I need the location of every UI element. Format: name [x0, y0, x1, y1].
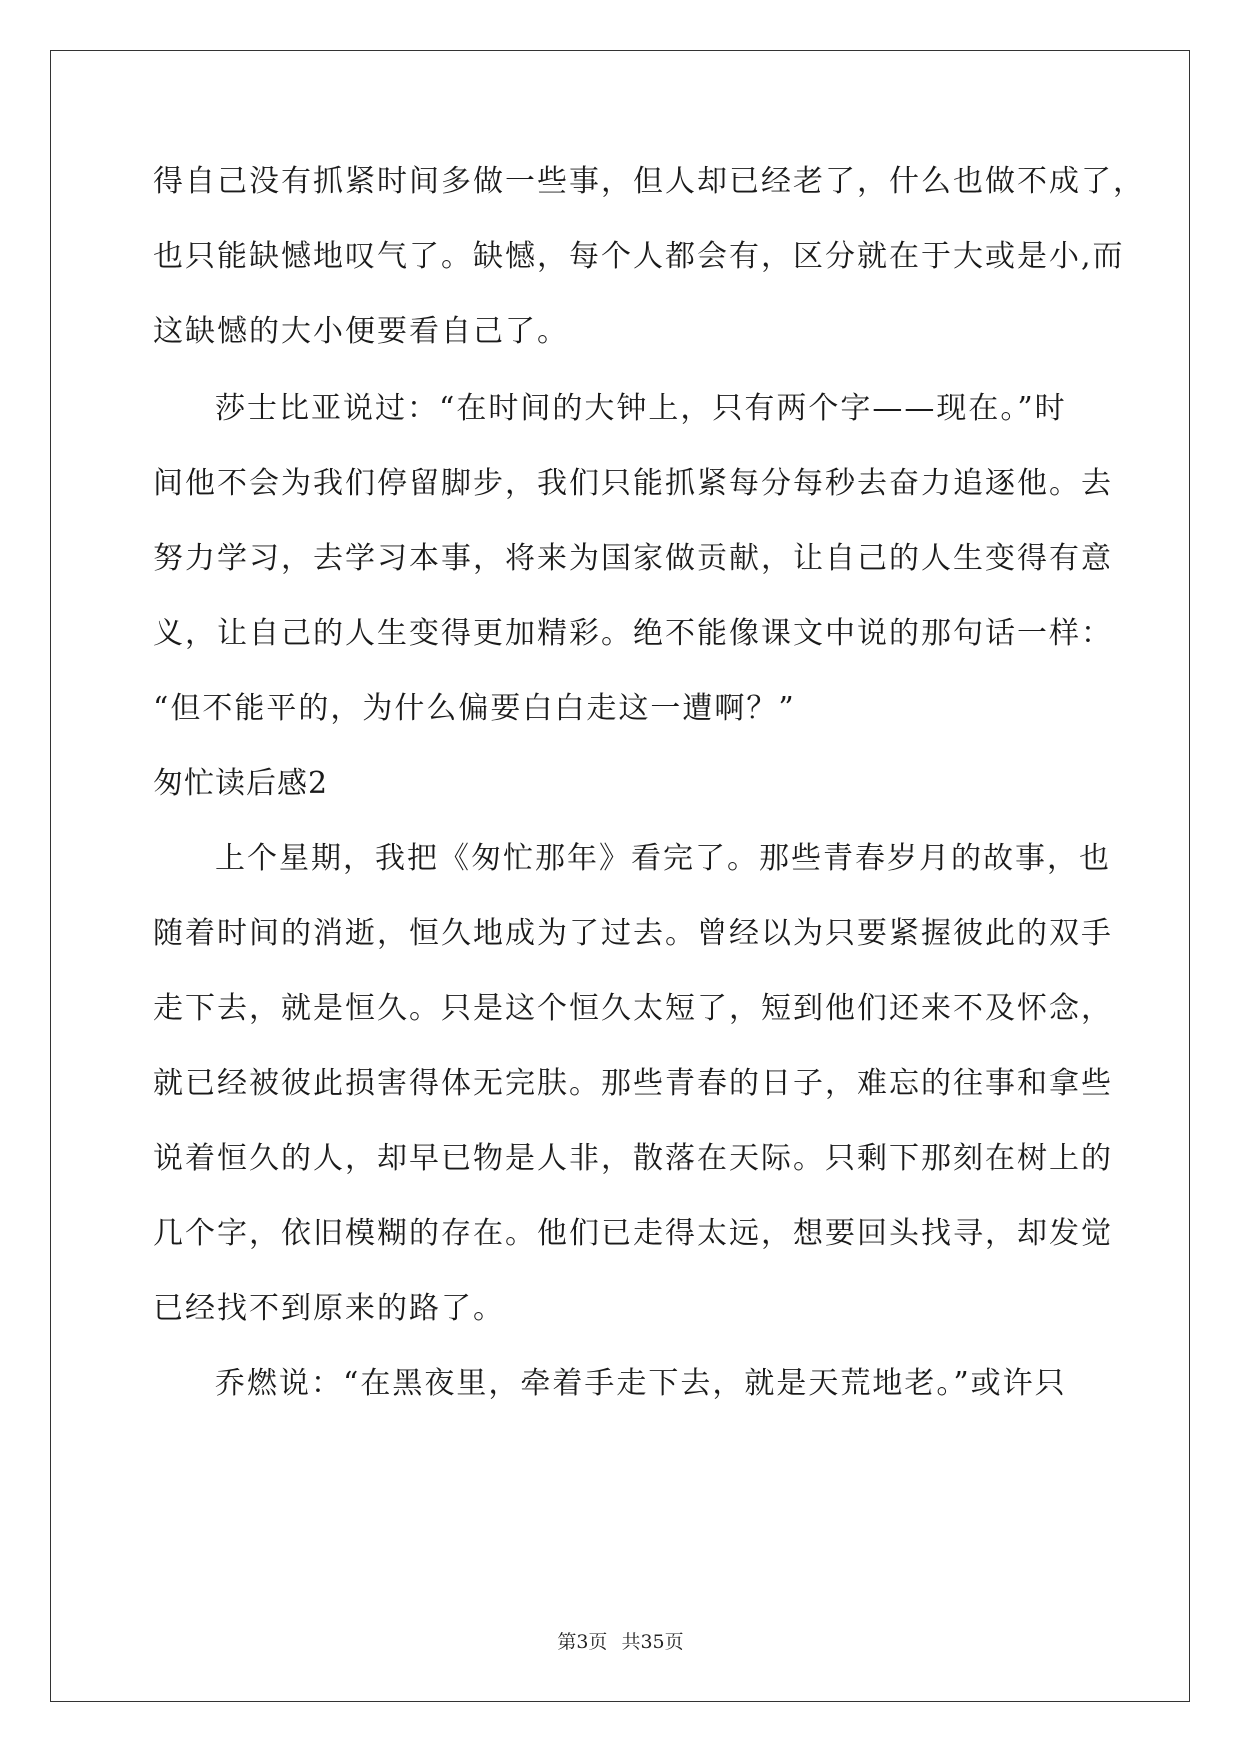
paragraph-line: 努力学习，去学习本事，将来为国家做贡献，让自己的人生变得有意: [153, 541, 1113, 576]
paragraph-line: 间他不会为我们停留脚步，我们只能抓紧每分每秒去奋力追逐他。去: [153, 466, 1113, 501]
page-number: 第3页: [557, 1631, 608, 1653]
paragraph-line: 随着时间的消逝，恒久地成为了过去。曾经以为只要紧握彼此的双手: [153, 916, 1113, 951]
paragraph-line: 走下去，就是恒久。只是这个恒久太短了，短到他们还来不及怀念，: [153, 991, 1113, 1026]
page-footer: [0, 1627, 1241, 1654]
paragraph-line: 义，让自己的人生变得更加精彩。绝不能像课文中说的那句话一样：: [153, 616, 1113, 651]
paragraph-line: 几个字，依旧模糊的存在。他们已走得太远，想要回头找寻，却发觉: [153, 1216, 1113, 1251]
paragraph-line: 也只能缺憾地叹气了。缺憾，每个人都会有，区分就在于大或是小,而: [153, 239, 1125, 274]
paragraph-line: 就已经被彼此损害得体无完肤。那些青春的日子，难忘的往事和拿些: [153, 1066, 1113, 1101]
paragraph-line: 上个星期，我把《匆忙那年》看完了。那些青春岁月的故事，也: [215, 841, 1111, 876]
paragraph-line: “但不能平的，为什么偏要白白走这一遭啊？”: [153, 691, 796, 726]
paragraph-line: 乔燃说：“在黑夜里，牵着手走下去，就是天荒地老。”或许只: [215, 1366, 1067, 1401]
paragraph-line: 这缺憾的大小便要看自己了。: [153, 314, 569, 349]
paragraph-line: 得自己没有抓紧时间多做一些事，但人却已经老了，什么也做不成了，: [153, 164, 1145, 199]
page-total: 共35页: [621, 1631, 684, 1653]
page-border: [50, 50, 1190, 1702]
paragraph-line: 说着恒久的人，却早已物是人非，散落在天际。只剩下那刻在树上的: [153, 1141, 1113, 1176]
section-heading: 匆忙读后感2: [153, 766, 329, 801]
paragraph-line: 已经找不到原来的路了。: [153, 1291, 505, 1326]
paragraph-line: 莎士比亚说过：“在时间的大钟上，只有两个字——现在。”时: [215, 391, 1067, 426]
